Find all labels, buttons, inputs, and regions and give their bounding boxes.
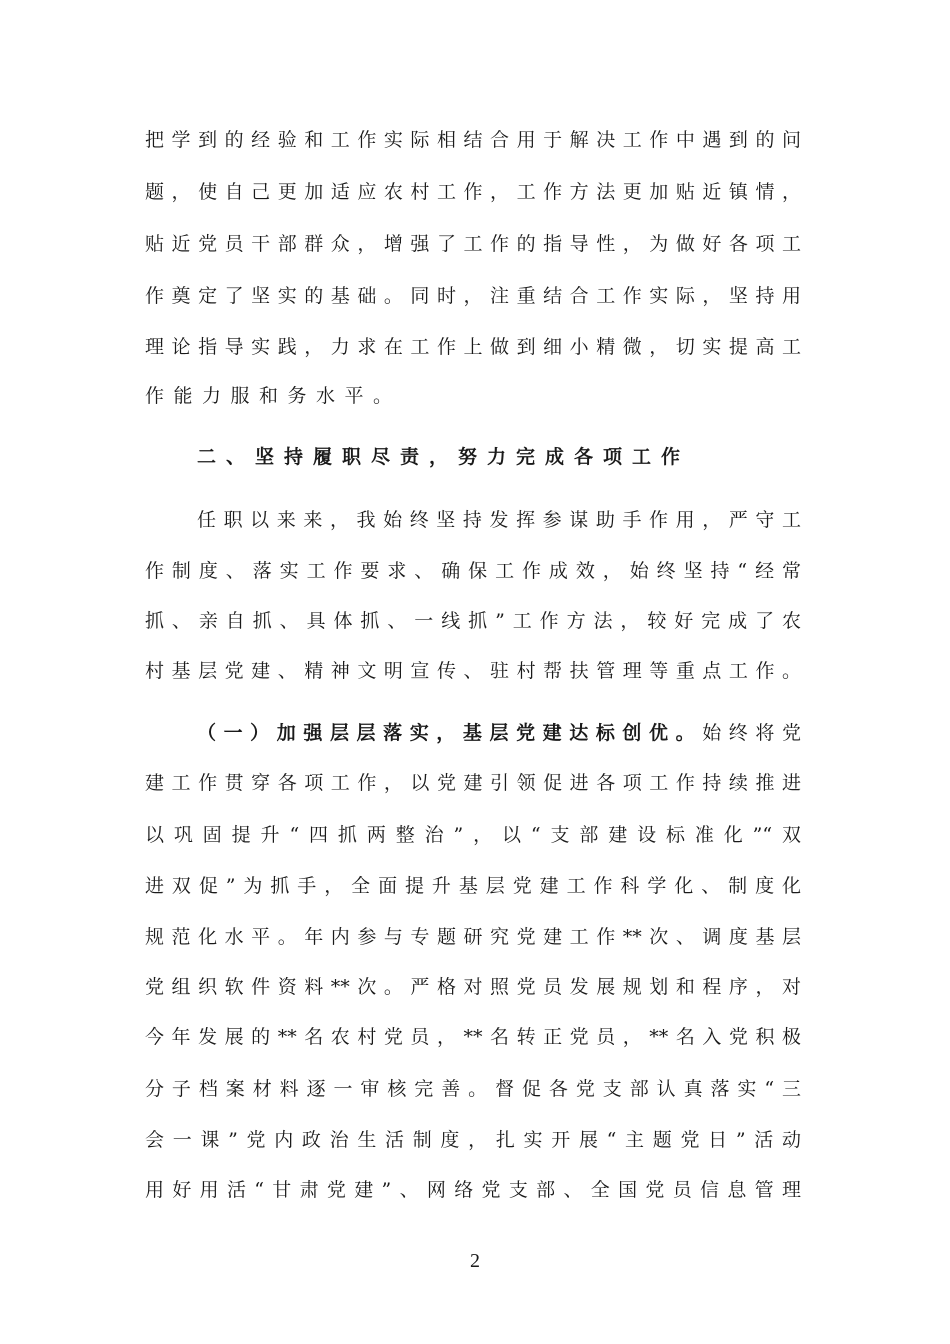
page-number: 2: [470, 1250, 480, 1272]
body-text-line: 规范化水平。年内参与专题研究党建工作**次、调度基层: [145, 926, 801, 948]
body-text-line: 村基层党建、精神文明宣传、驻村帮扶管理等重点工作。: [145, 660, 801, 682]
body-text-line: 作制度、落实工作要求、确保工作成效，始终坚持“经常: [145, 560, 801, 582]
subsection-lead-line: [197, 718, 801, 748]
body-text-line: 理论指导实践，力求在工作上做到细小精微，切实提高工: [145, 336, 801, 358]
body-text-line: 进双促”为抓手，全面提升基层党建工作科学化、制度化: [145, 875, 801, 897]
body-text-line: 会一课”党内政治生活制度，扎实开展“主题党日”活动: [145, 1129, 801, 1151]
body-text-line: 作能力服和务水平。: [145, 385, 402, 407]
body-text-line: 题，使自己更加适应农村工作，工作方法更加贴近镇情，: [145, 181, 801, 203]
body-text-line: 把学到的经验和工作实际相结合用于解决工作中遇到的问: [145, 129, 801, 151]
body-text-line: 今年发展的**名农村党员，**名转正党员，**名入党积极: [145, 1026, 801, 1048]
body-text-line: 任职以来来，我始终坚持发挥参谋助手作用，严守工: [197, 509, 801, 531]
body-text-line: 以巩固提升“四抓两整治”，以“支部建设标准化”“双: [145, 824, 801, 846]
section-heading: 二、坚持履职尽责，努力完成各项工作: [197, 446, 691, 468]
body-text-line: 抓、亲自抓、具体抓、一线抓”工作方法，较好完成了农: [145, 610, 801, 632]
subsection-title: （一）加强层层落实，基层党建达标创优。: [197, 722, 703, 744]
body-text-line: 建工作贯穿各项工作，以党建引领促进各项工作持续推进: [145, 772, 801, 794]
body-text-line: 用好用活“甘肃党建”、网络党支部、全国党员信息管理: [145, 1179, 801, 1201]
body-text-line: 分子档案材料逐一审核完善。督促各党支部认真落实“三: [145, 1078, 801, 1100]
subsection-lead-text: 始终将党: [702, 722, 801, 744]
body-text-line: 贴近党员干部群众，增强了工作的指导性，为做好各项工: [145, 233, 801, 255]
body-text-line: 作奠定了坚实的基础。同时，注重结合工作实际，坚持用: [145, 285, 801, 307]
body-text-line: 党组织软件资料**次。严格对照党员发展规划和程序，对: [145, 976, 801, 998]
